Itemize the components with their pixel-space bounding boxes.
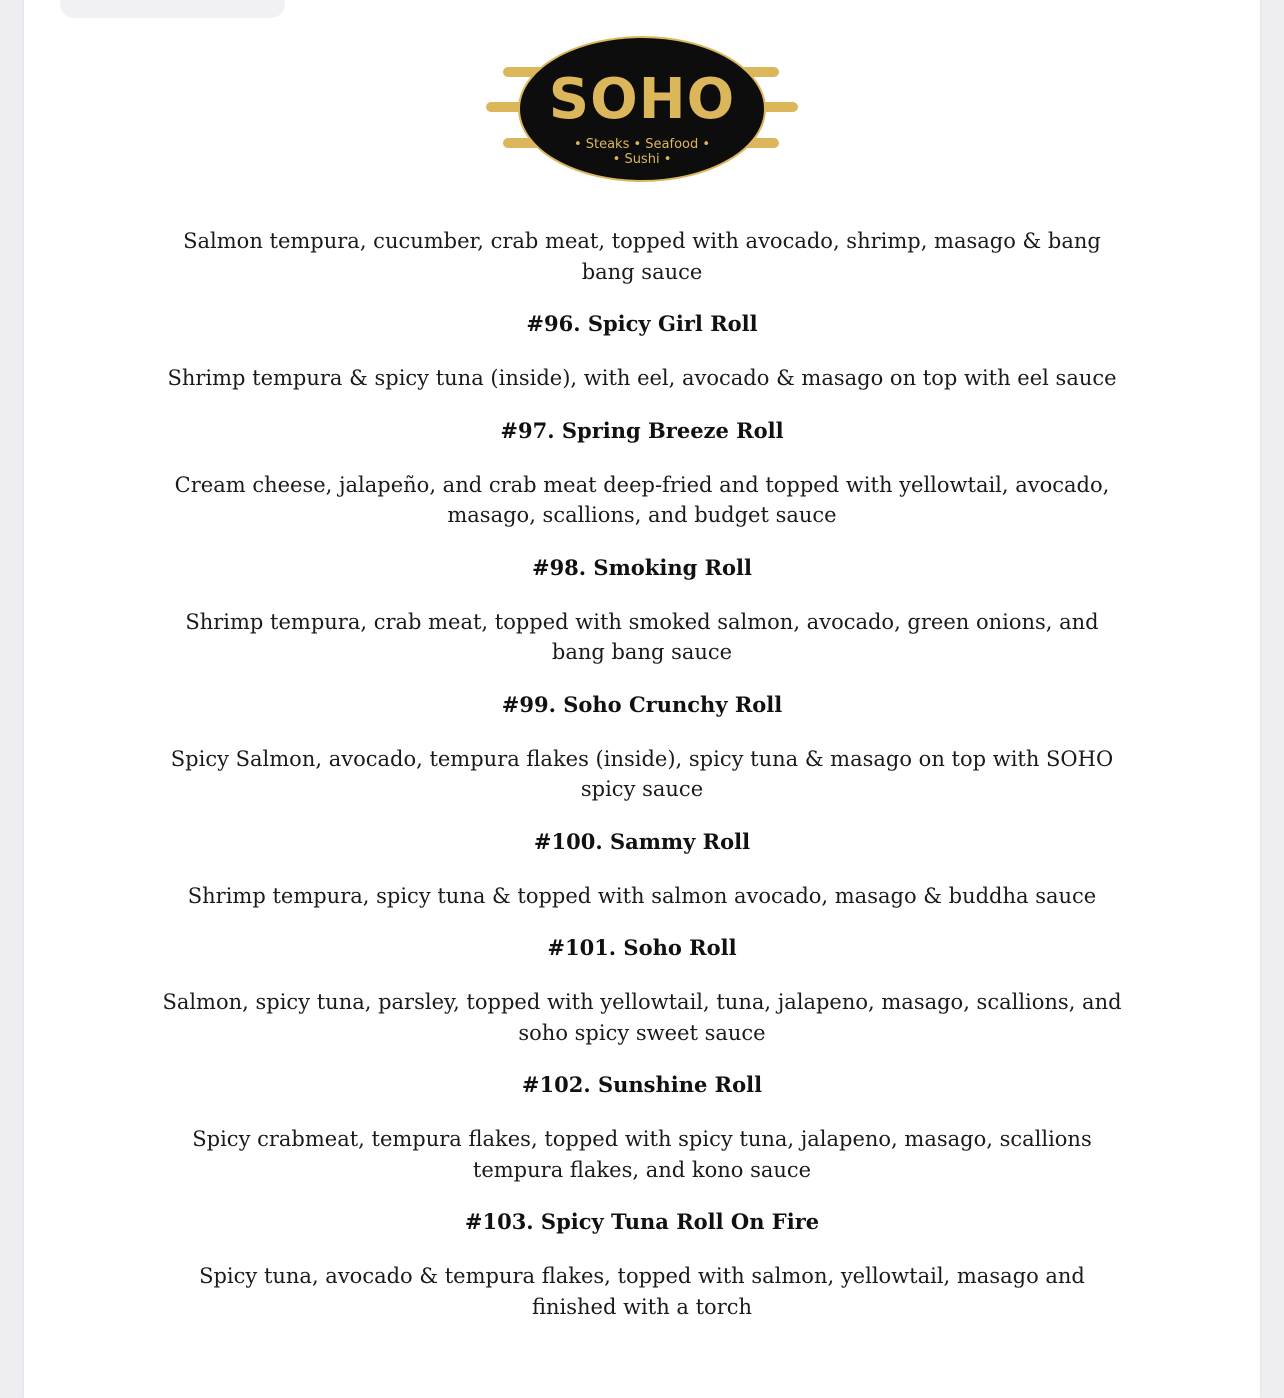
logo-tagline-line1: • Steaks • Seafood • xyxy=(573,137,711,152)
menu-item-title: #102. Sunshine Roll xyxy=(521,1072,763,1097)
menu-item-title: #99. Soho Crunchy Roll xyxy=(501,691,783,717)
menu-item-title: #100. Sammy Roll xyxy=(533,828,751,854)
menu-item-description: Shrimp tempura & spicy tuna (inside), with eel, avocado & masago on top with eel sauce xyxy=(167,366,1117,390)
menu-item-title: #97. Spring Breeze Roll xyxy=(500,417,784,443)
menu-item-title: #101. Soho Roll xyxy=(547,935,737,960)
top-tab xyxy=(60,0,285,18)
menu-item-description: Cream cheese, jalapeño, and crab meat deep-fried and topped with yellowtail, avocado, masago, scallions, and budget sauce xyxy=(174,472,1110,527)
menu-item-title: #103. Spicy Tuna Roll On Fire xyxy=(464,1209,820,1234)
menu-item-description: Spicy crabmeat, tempura flakes, topped with spicy tuna, jalapeno, masago, scallions tempura flakes, and kono sauce xyxy=(192,1127,1092,1182)
menu-item-title: #98. Smoking Roll xyxy=(531,554,753,580)
logo-tagline-line2: • Sushi • xyxy=(612,152,672,167)
menu-content xyxy=(24,226,1260,1322)
menu-item-description: Spicy tuna, avocado & tempura flakes, topped with salmon, yellowtail, masago and finished with a torch xyxy=(199,1264,1085,1319)
logo-name: SOHO xyxy=(548,67,736,132)
menu-item-title: #96. Spicy Girl Roll xyxy=(526,311,758,336)
soho-logo xyxy=(486,36,798,184)
menu-item-description: Spicy Salmon, avocado, tempura flakes (inside), spicy tuna & masago on top with SOHO spicy sauce xyxy=(170,746,1114,801)
menu-item-description: Shrimp tempura, spicy tuna & topped with salmon avocado, masago & buddha sauce xyxy=(187,883,1097,908)
menu-item-description: Shrimp tempura, crab meat, topped with smoked salmon, avocado, green onions, and bang bang sauce xyxy=(185,609,1099,664)
menu-item-description: Salmon, spicy tuna, parsley, topped with yellowtail, tuna, jalapeno, masago, scallions, and soho spicy sweet sauce xyxy=(162,990,1122,1045)
intro-description: Salmon tempura, cucumber, crab meat, topped with avocado, shrimp, masago & bang bang sauce xyxy=(183,229,1101,284)
